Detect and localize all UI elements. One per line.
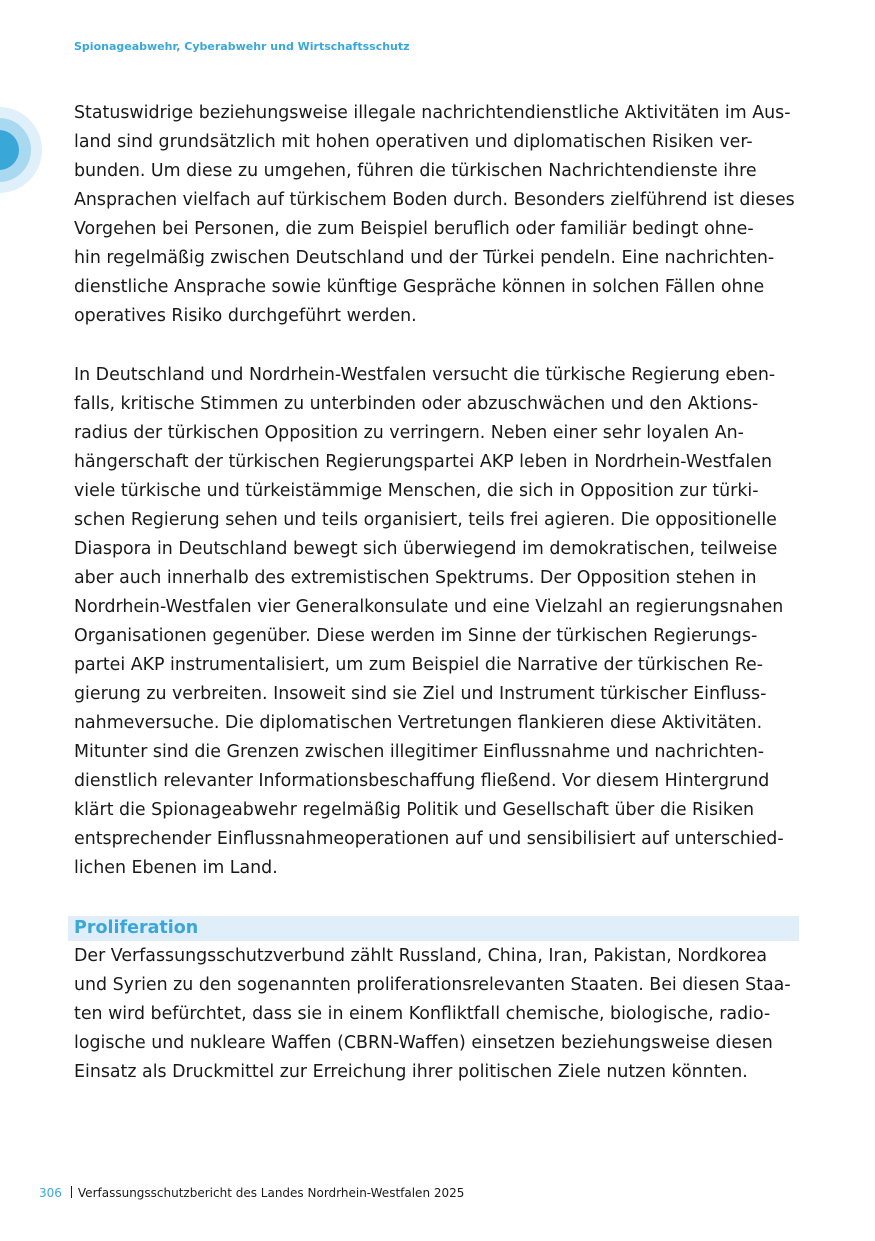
text-line: aber auch innerhalb des extremistischen Spektrums. Der Opposition stehen in (74, 568, 757, 588)
text-line: Der Verfassungsschutzverbund zählt Russland, China, Iran, Pakistan, Nordkorea (74, 946, 768, 966)
text-line: Diaspora in Deutschland bewegt sich überwiegend im demokratischen, teilweise (74, 539, 778, 559)
text-line: bunden. Um diese zu umgehen, führen die türkischen Nachrichtendienste ihre (74, 161, 757, 181)
text-line: In Deutschland und Nordrhein-Westfalen versucht die türkische Regierung eben- (74, 365, 776, 385)
text-line: dienstliche Ansprache sowie künftige Gespräche können in solchen Fällen ohne (74, 277, 765, 297)
page-footer (39, 1185, 464, 1201)
text-line: und Syrien zu den sogenannten proliferationsrelevanten Staaten. Bei diesen Staa- (74, 975, 791, 995)
text-line: radius der türkischen Opposition zu verringern. Neben einer sehr loyalen An- (74, 423, 744, 443)
page-number: 306 (39, 1186, 62, 1200)
text-line: lichen Ebenen im Land. (74, 858, 278, 878)
text-line: logische und nukleare Waffen (CBRN-Waffen) einsetzen beziehungsweise diesen (74, 1033, 773, 1053)
text-line: partei AKP instrumentalisiert, um zum Beispiel die Narrative der türkischen Re- (74, 655, 763, 675)
text-line: klärt die Spionageabwehr regelmäßig Politik und Gesellschaft über die Risiken (74, 800, 755, 820)
text-line: Einsatz als Druckmittel zur Erreichung ihrer politischen Ziele nutzen könnten. (74, 1062, 748, 1082)
text-line: dienstlich relevanter Informationsbeschaffung fließend. Vor diesem Hintergrund (74, 771, 770, 791)
text-line: operatives Risiko durchgeführt werden. (74, 306, 417, 326)
section-heading (68, 916, 799, 941)
footer-divider (71, 1186, 72, 1198)
section-heading-text: Proliferation (74, 918, 199, 938)
text-line: viele türkische und türkeistämmige Menschen, die sich in Opposition zur türki- (74, 481, 759, 501)
paragraph-2 (74, 361, 804, 883)
text-line: Mitunter sind die Grenzen zwischen illegitimer Einflussnahme und nachrichten- (74, 742, 764, 762)
text-line: Statuswidrige beziehungsweise illegale nachrichtendienstliche Aktivitäten im Aus- (74, 103, 791, 123)
paragraph-3 (74, 942, 804, 1087)
text-line: gierung zu verbreiten. Insoweit sind sie Ziel und Instrument türkischer Einfluss- (74, 684, 767, 704)
text-line: Ansprachen vielfach auf türkischem Boden durch. Besonders zielführend ist dieses (74, 190, 795, 210)
text-line: schen Regierung sehen und teils organisiert, teils frei agieren. Die oppositionelle (74, 510, 777, 530)
text-line: entsprechender Einflussnahmeoperationen auf und sensibilisiert auf unterschied- (74, 829, 784, 849)
text-line: nahmeversuche. Die diplomatischen Vertretungen flankieren diese Aktivitäten. (74, 713, 763, 733)
running-head: Spionageabwehr, Cyberabwehr und Wirtschaftsschutz (74, 40, 410, 53)
text-line: hängerschaft der türkischen Regierungspartei AKP leben in Nordrhein-Westfalen (74, 452, 772, 472)
decorative-circle-icon (0, 107, 42, 193)
text-line: hin regelmäßig zwischen Deutschland und der Türkei pendeln. Eine nachrichten- (74, 248, 775, 268)
text-line: Vorgehen bei Personen, die zum Beispiel beruflich oder familiär bedingt ohne- (74, 219, 754, 239)
text-line: Organisationen gegenüber. Diese werden im Sinne der türkischen Regierungs- (74, 626, 758, 646)
publication-title: Verfassungsschutzbericht des Landes Nordrhein-Westfalen 2025 (77, 1186, 465, 1200)
text-line: falls, kritische Stimmen zu unterbinden oder abzuschwächen und den Aktions- (74, 394, 759, 414)
text-line: land sind grundsätzlich mit hohen operativen und diplomatischen Risiken ver- (74, 132, 753, 152)
paragraph-1 (74, 99, 804, 331)
text-line: Nordrhein-Westfalen vier Generalkonsulate und eine Vielzahl an regierungsnahen (74, 597, 784, 617)
text-line: ten wird befürchtet, dass sie in einem Konfliktfall chemische, biologische, radio- (74, 1004, 771, 1024)
